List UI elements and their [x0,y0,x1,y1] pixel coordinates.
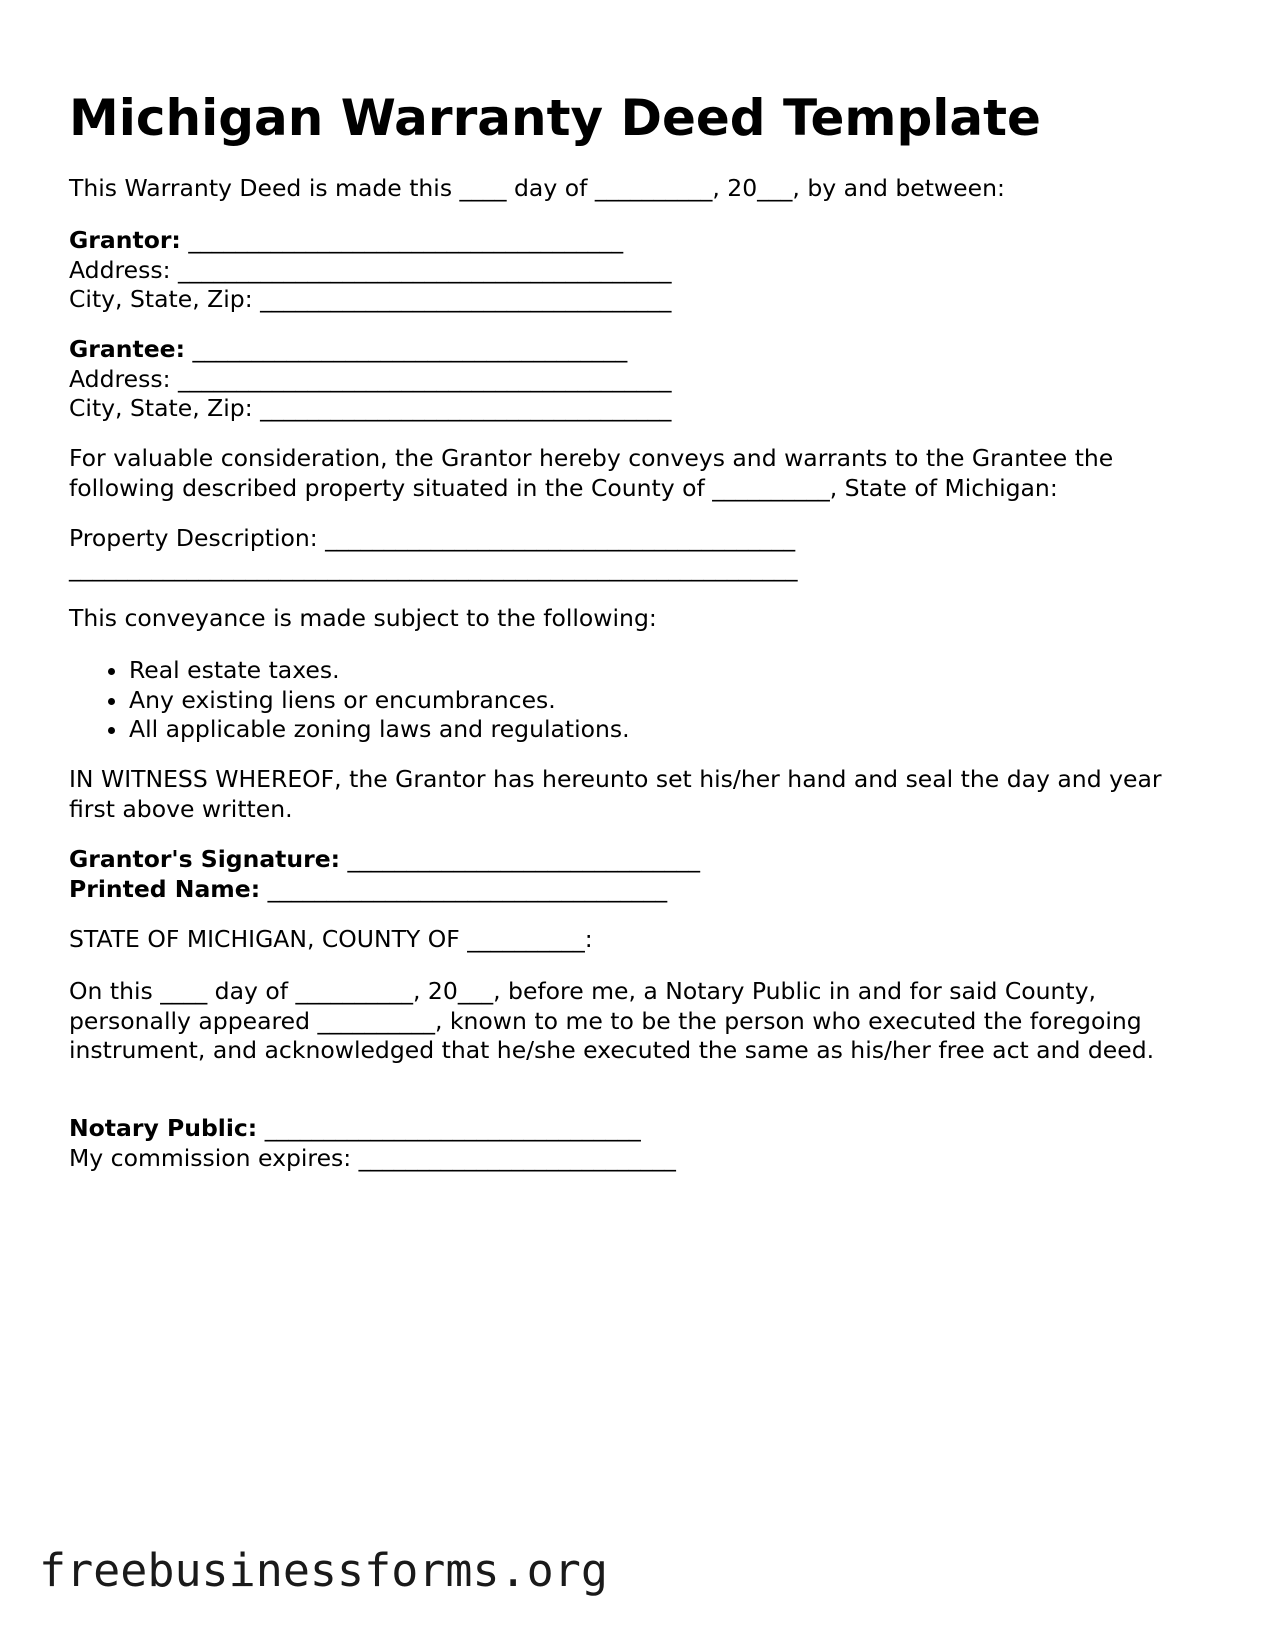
subject-list [69,656,1199,745]
list-item: • Real estate taxes. [129,656,1199,686]
intro-paragraph [69,174,1199,204]
witness-paragraph [69,765,1199,824]
grantor-name-blank: _____________________________________ [180,226,624,254]
subject-list-section [69,656,1199,745]
list-item: • Any existing liens or encumbrances. [129,686,1199,716]
intro-text: This Warranty Deed is made this ____ day of __________, 20___, by and between: [69,174,1005,202]
grantee-name-line [69,335,1199,365]
notary-text: On this ____ day of __________, 20___, before me, a Notary Public in and for said County, personally appeared __________, known to me to be the person who executed the foregoing instrument, and acknowledged that he/she executed the same as his/her free act and deed. [69,977,1155,1064]
printed-name-blank: __________________________________ [260,874,668,903]
grantor-signature-blank: ______________________________ [340,845,701,873]
subject-section [69,604,1199,634]
grantor-section [69,226,1199,315]
property-description-continuation: ______________________________________________________________ [69,553,798,582]
grantee-address-line: Address: __________________________________________ [69,364,672,393]
grantor-label: Grantor: [69,226,181,254]
grantor-city-state-zip-line: City, State, Zip: ___________________________________ [69,285,672,313]
grantor-signature-line [69,845,1199,875]
state-county-section [69,925,1199,955]
commission-expires-line: My commission expires: ___________________________ [69,1143,676,1172]
property-description-section [69,524,1199,583]
grantor-signature-label: Grantor's Signature: [69,845,341,873]
list-item: • All applicable zoning laws and regulations. [129,715,1199,745]
conveyance-paragraph [69,444,1199,503]
grantee-label: Grantee: [69,335,185,363]
document-title: Michigan Warranty Deed Template [69,89,1041,147]
grantee-name-blank: _____________________________________ [184,335,628,363]
witness-text: IN WITNESS WHEREOF, the Grantor has hereunto set his/her hand and seal the day and year first above written. [69,765,1162,823]
subject-intro: This conveyance is made subject to the following: [69,604,657,632]
grantee-city-state-zip-line: City, State, Zip: ___________________________________ [69,394,672,422]
notary-public-label: Notary Public: [69,1114,258,1142]
state-county-text: STATE OF MICHIGAN, COUNTY OF __________: [69,925,593,953]
property-description-line: Property Description: ________________________________________ [69,524,796,552]
printed-name-line [69,875,1199,905]
grantor-signature-section [69,845,1199,904]
notary-public-line [69,1114,1199,1144]
conveyance-text: For valuable consideration, the Grantor hereby conveys and warrants to the Grantee the following described property situated in the County of __________, State of Michigan: [69,444,1114,502]
notary-signature-section [69,1114,1199,1173]
watermark-text: freebusinessforms.org [39,1544,608,1597]
notary-paragraph [69,977,1199,1066]
printed-name-label: Printed Name: [69,874,261,903]
notary-public-blank: ________________________________ [257,1114,641,1142]
grantor-name-line [69,226,1199,256]
grantee-section [69,335,1199,424]
grantor-address-line: Address: __________________________________________ [69,255,672,284]
